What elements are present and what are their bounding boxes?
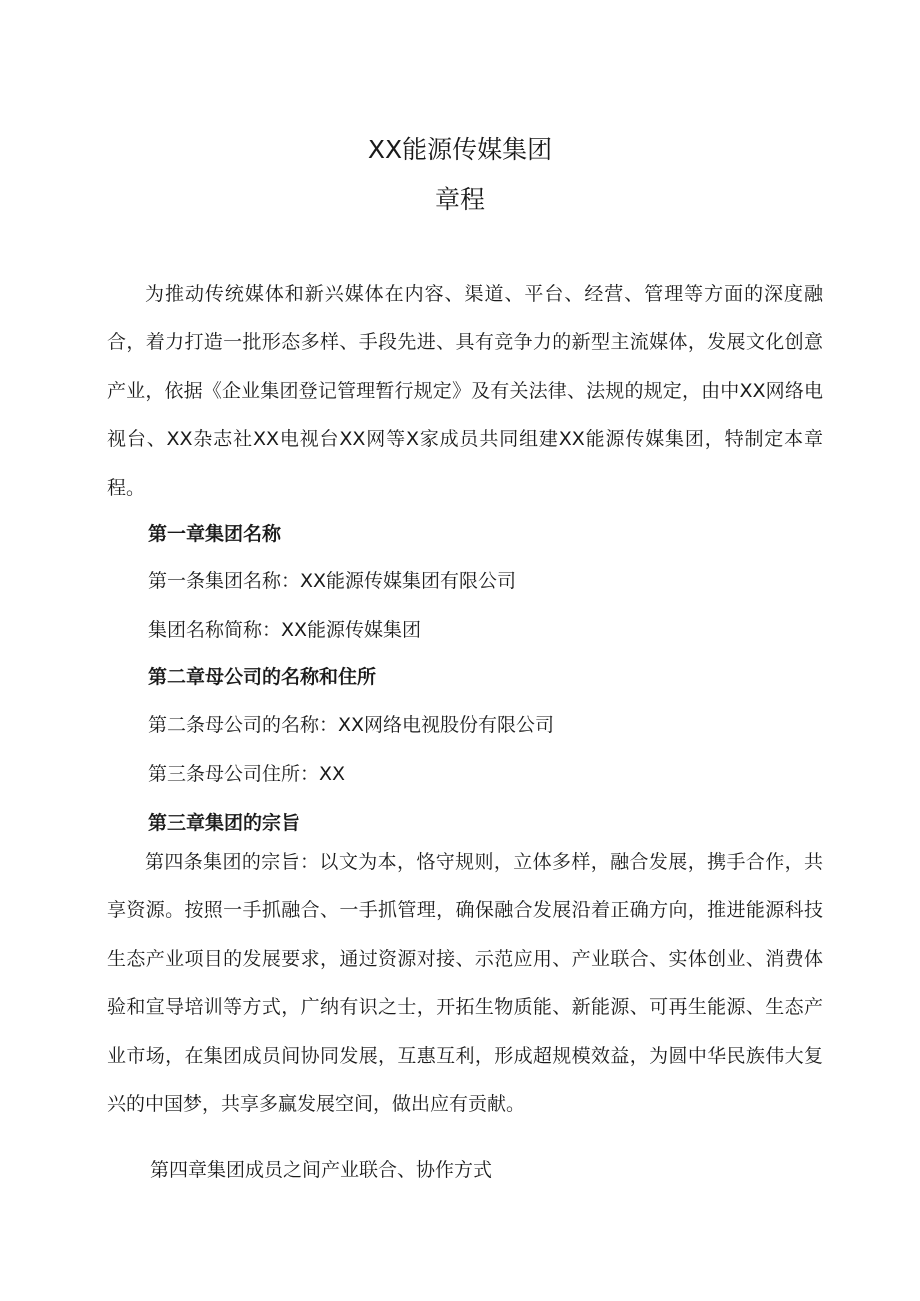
- chapter-2-heading: 第二章母公司的名称和住所: [148, 666, 377, 688]
- article-1: 第一条集团名称：XX能源传媒集团有限公司: [148, 570, 517, 592]
- group-short-name: 集团名称简称：XX能源传媒集团: [148, 619, 422, 641]
- chapter-1-heading: 第一章集团名称: [148, 523, 282, 545]
- document-subtitle: 章程: [434, 185, 485, 214]
- preamble-paragraph: 为推动传统媒体和新兴媒体在内容、渠道、平台、经营、管理等方面的深度融合，着力打造一批形态多样、手段先进、具有竞争力的新型主流媒体，发展文化创意产业，依据《企业集团登记管理暂行规定》及有关法律、法规的规定，由中XX网络电视台、XX杂志社XX电视台XX网等X家成员共同组建XX能源传媒集团，特制定本章程。: [107, 283, 823, 499]
- article-3: 第三条母公司住所：XX: [148, 763, 346, 785]
- document-title: XX能源传媒集团: [367, 135, 553, 164]
- chapter-3-heading: 第三章集团的宗旨: [148, 812, 301, 834]
- article-4: 第四条集团的宗旨：以文为本，恪守规则，立体多样，融合发展，携手合作，共享资源。按照一手抓融合、一手抓管理，确保融合发展沿着正确方向，推进能源科技生态产业项目的发展要求，通过资源对接、示范应用、产业联合、实体创业、消费体验和宣导培训等方式，广纳有识之士，开拓生物质能、新能源、可再生能源、生态产业市场，在集团成员间协同发展，互惠互利，形成超规模效益，为圆中华民族伟大复兴的中国梦，共享多赢发展空间，做出应有贡献。: [107, 851, 823, 1116]
- article-2: 第二条母公司的名称：XX网络电视股份有限公司: [148, 714, 555, 736]
- chapter-4-heading: 第四章集团成员之间产业联合、协作方式: [150, 1159, 493, 1181]
